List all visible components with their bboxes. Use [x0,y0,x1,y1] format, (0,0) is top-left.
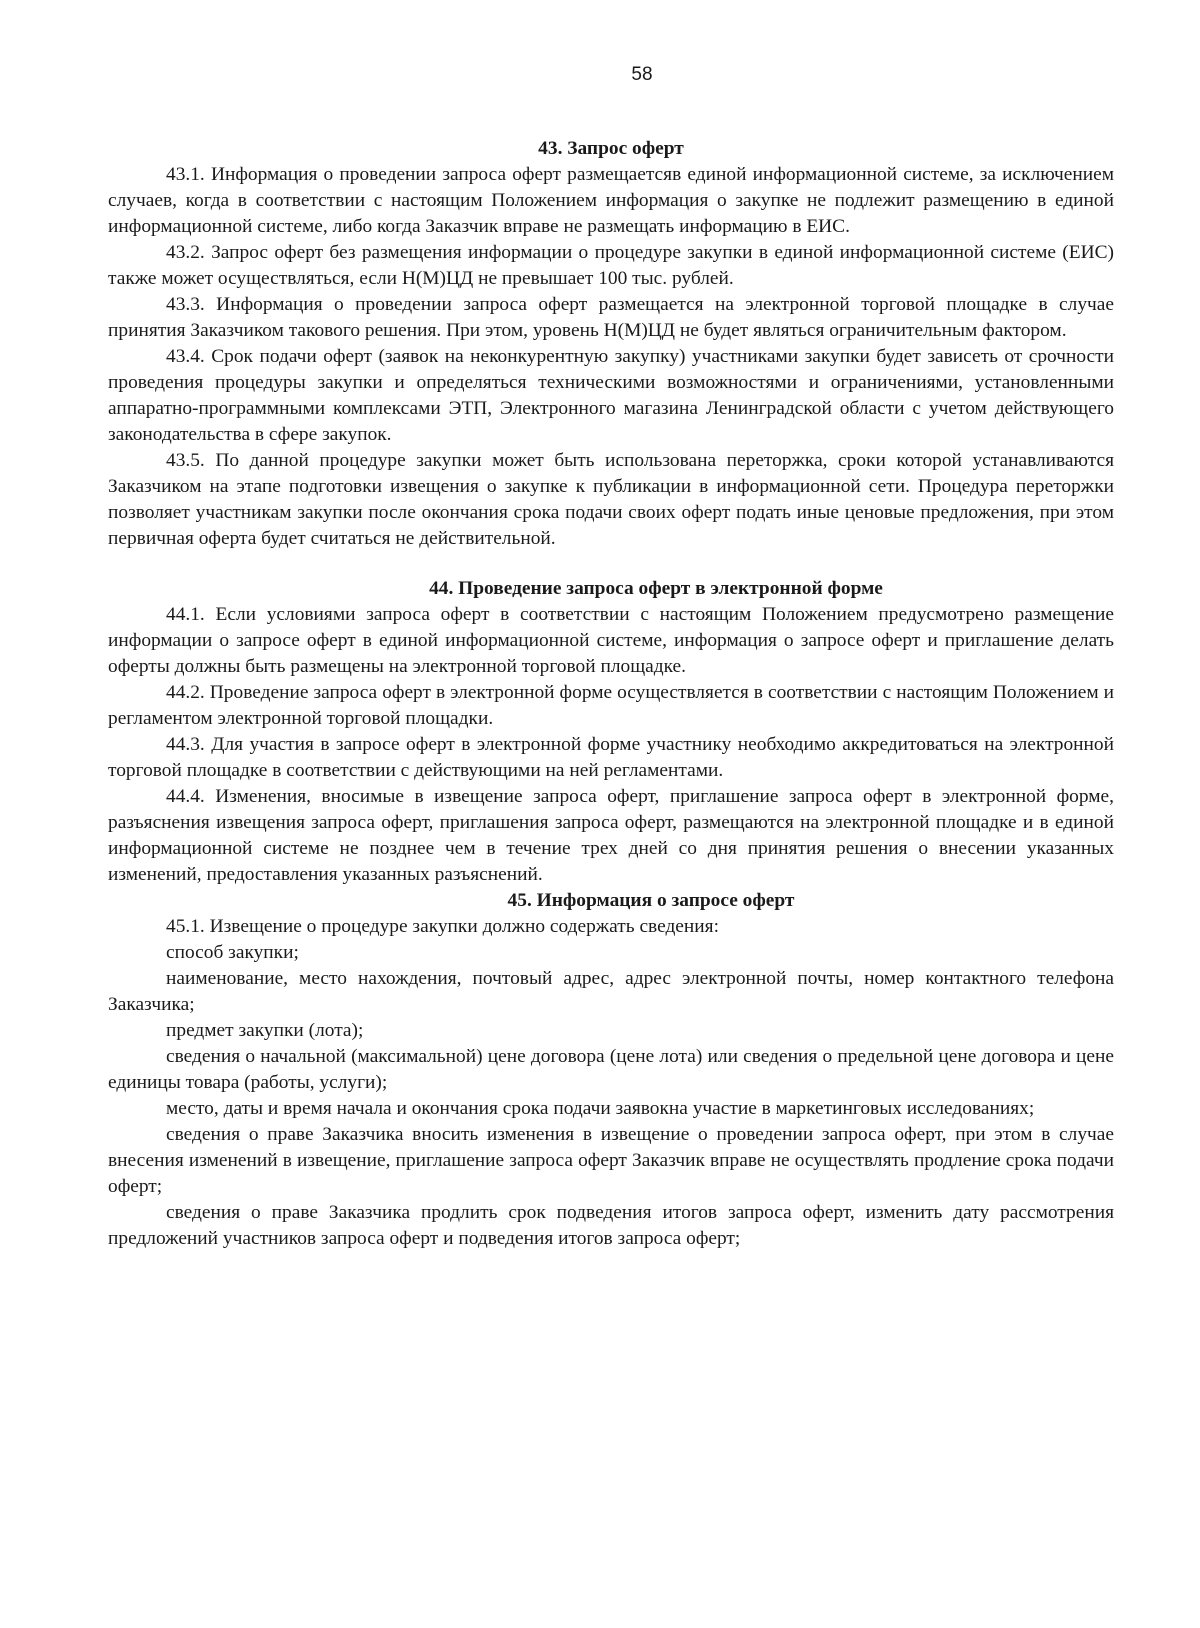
section-spacer [108,552,1114,576]
section-43 [108,136,1114,552]
paragraph-44-2: 44.2. Проведение запроса оферт в электронной форме осуществляется в соответствии с настоящим Положением и регламентом электронной торговой площадки. [108,682,1114,729]
paragraph-43-5: 43.5. По данной процедуре закупки может быть использована переторжка, сроки которой устанавливаются Заказчиком на этапе подготовки извещения о закупке к публикации в информационной сети. Процедура переторжки позволяет участникам закупки после окончания срока подачи своих оферт подать иные ценовые предложения, при этом первичная оферта будет считаться не действительной. [108,450,1114,549]
section-heading: 45. Информация о запросе оферт [507,890,795,911]
section-heading: 43. Запрос оферт [538,138,684,159]
section-heading: 44. Проведение запроса оферт в электронной форме [429,578,883,599]
paragraph-43-1: 43.1. Информация о проведении запроса оферт размещаетсяв единой информационной системе, за исключением случаев, когда в соответствии с настоящим Положением информация о закупке не подлежит размещению в единой информационной системе, либо когда Заказчик вправе не размещать информацию в ЕИС. [108,164,1114,237]
paragraph-43-2: 43.2. Запрос оферт без размещения информации о процедуре закупки в единой информационной системе (ЕИС) также может осуществляться, если Н(М)ЦД не превышает 100 тыс. рублей. [108,242,1114,289]
paragraph-45-1: 45.1. Извещение о процедуре закупки должно содержать сведения: [166,916,719,937]
document-body [108,136,1114,1252]
paragraph-44-1: 44.1. Если условиями запроса оферт в соответствии с настоящим Положением предусмотрено размещение информации о запросе оферт в единой информационной системе, информация о запросе оферт и приглашение делать оферты должны быть размещены на электронной торговой площадке. [108,604,1114,677]
page-number: 58 [631,64,653,85]
list-item-change-right: сведения о праве Заказчика вносить изменения в извещение о проведении запроса оферт, при этом в случае внесения изменений в извещение, приглашение запроса оферт Заказчик вправе не осуществлять продление срока подачи оферт; [108,1124,1114,1197]
list-item-price: сведения о начальной (максимальной) цене договора (цене лота) или сведения о предельной цене договора и цене единицы товара (работы, услуги); [108,1046,1114,1093]
section-45 [108,888,1114,1252]
paragraph-44-3: 44.3. Для участия в запросе оферт в электронной форме участнику необходимо аккредитоваться на электронной торговой площадке в соответствии с действующими на ней регламентами. [108,734,1114,781]
section-44 [108,576,1114,888]
paragraph-43-4: 43.4. Срок подачи оферт (заявок на неконкурентную закупку) участниками закупки будет зависеть от срочности проведения процедуры закупки и определяться техническими возможностями и ограничениями, установленными аппаратно-программными комплексами ЭТП, Электронного магазина Ленинградской области с учетом действующего законодательства в сфере закупок. [108,346,1114,445]
paragraph-43-3: 43.3. Информация о проведении запроса оферт размещается на электронной торговой площадке в случае принятия Заказчиком такового решения. При этом, уровень Н(М)ЦД не будет являться ограничительным фактором. [108,294,1114,341]
list-item-extension-right: сведения о праве Заказчика продлить срок подведения итогов запроса оферт, изменить дату рассмотрения предложений участников запроса оферт и подведения итогов запроса оферт; [108,1202,1114,1249]
list-item-procurement-method: способ закупки; [166,942,299,963]
paragraph-44-4: 44.4. Изменения, вносимые в извещение запроса оферт, приглашение запроса оферт в электронной форме, разъяснения извещения запроса оферт, приглашения запроса оферт, размещаются на электронной площадке и в единой информационной системе не позднее чем в течение трех дней со дня принятия решения о внесении указанных изменений, предоставления указанных разъяснений. [108,786,1114,885]
list-item-subject: предмет закупки (лота); [166,1020,364,1041]
list-item-customer-details: наименование, место нахождения, почтовый адрес, адрес электронной почты, номер контактного телефона Заказчика; [108,968,1114,1015]
list-item-deadlines: место, даты и время начала и окончания срока подачи заявокна участие в маркетинговых исследованиях; [166,1098,1035,1119]
